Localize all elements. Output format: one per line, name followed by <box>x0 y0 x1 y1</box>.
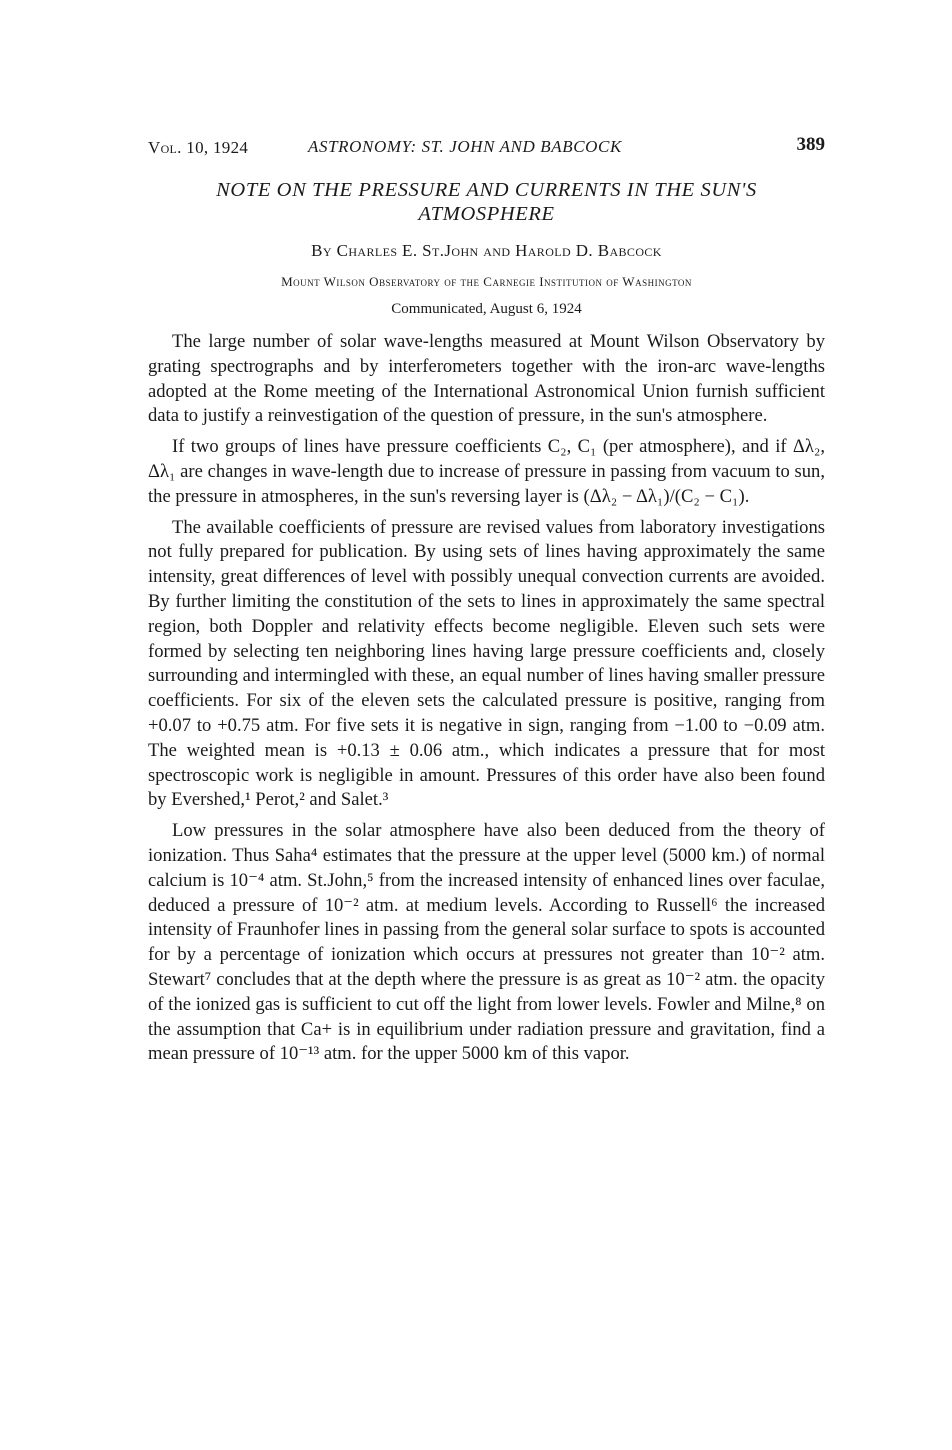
paragraph: The available coefficients of pressure are revised values from laboratory investigations not fully prepared for publication. By using sets of lines having approximately the same intensity, great differences of level with possibly unequal convection currents are avoided. By further limiting the constitution of the sets to lines in approximately the same spectral region, both Doppler and relativity effects become negligible. Eleven such sets were formed by selecting ten neighboring lines having large pressure coefficients and, closely surrounding and intermingled with these, an equal number of lines having smaller pressure coefficients. For six of the eleven sets the calculated pressure is positive, ranging from +0.07 to +0.75 atm. For five sets it is negative in sign, ranging from −1.00 to −0.09 atm. The weighted mean is +0.13 ± 0.06 atm., which indicates a pressure that for most spectroscopic work is negligible in amount. Pressures of this order have also been found by Evershed,¹ Perot,² and Salet.³ <box>148 516 825 811</box>
article-institution: Mount Wilson Observatory of the Carnegie Institution of Washington <box>281 274 692 289</box>
article-title: NOTE ON THE PRESSURE AND CURRENTS IN THE SUN'S ATMOSPHERE <box>216 179 757 225</box>
paragraph: Low pressures in the solar atmosphere have also been deduced from the theory of ionization. Thus Saha⁴ estimates that the pressure at the upper level (5000 km.) of normal calcium is 10⁻⁴ atm. St.John,⁵ from the increased intensity of enhanced lines over faculae, deduced a pressure of 10⁻² atm. at medium levels. According to Russell⁶ the increased intensity of Fraunhofer lines in passing from the general solar surface to spots is accounted for by a percentage of ionization which occurs at pressures not greater than 10⁻² atm. Stewart⁷ concludes that at the depth where the pressure is as great as 10⁻² atm. the opacity of the ionized gas is sufficient to cut off the light from lower levels. Fowler and Milne,⁸ on the assumption that Ca+ is in equilibrium under radiation pressure and gravitation, find a mean pressure of 10⁻¹³ atm. for the upper 5000 km of this vapor. <box>148 820 825 1065</box>
volume-label: Vol. 10, 1924 <box>148 138 249 157</box>
journal-page <box>148 134 825 1073</box>
paragraph: If two groups of lines have pressure coefficients C₂, C₁ (per atmosphere), and if Δλ₂, Δλ₁ are changes in wave-length due to increase of pressure in passing from vacuum to sun, the pressure in atmospheres, in the sun's reversing layer is (Δλ₂ − Δλ₁)/(C₂ − C₁). <box>148 436 825 507</box>
article-authors: By Charles E. St.John and Harold D. Babcock <box>311 241 662 260</box>
paragraph: The large number of solar wave-lengths measured at Mount Wilson Observatory by grating spectrographs and by interferometers together with the iron-arc wave-lengths adopted at the Rome meeting of the International Astronomical Union furnish sufficient data to justify a reinvestigation of the question of pressure, in the sun's atmosphere. <box>148 331 825 427</box>
section-label: ASTRONOMY: ST. JOHN AND BABCOCK <box>308 137 622 156</box>
running-head <box>148 134 825 160</box>
communicated-date: Communicated, August 6, 1924 <box>391 301 582 317</box>
article-body <box>148 330 825 1067</box>
page-number: 389 <box>796 134 825 155</box>
